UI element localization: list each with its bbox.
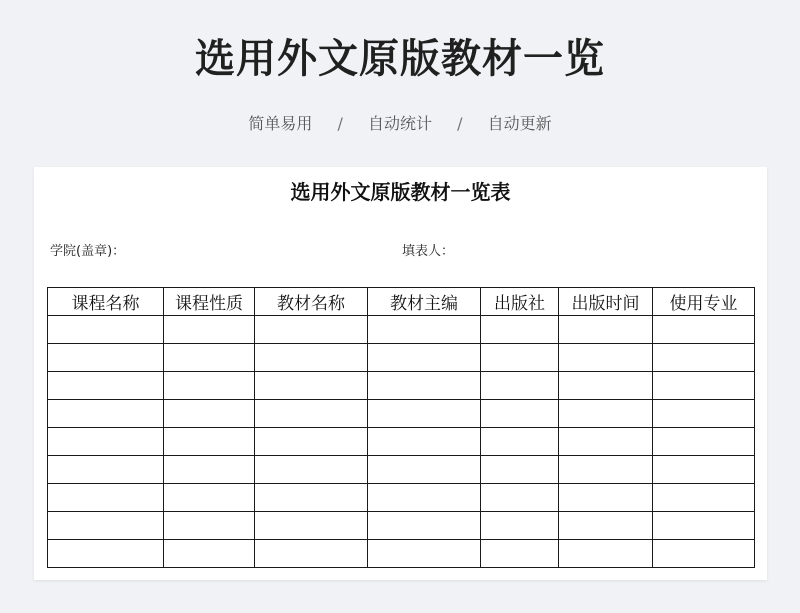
table-cell[interactable] (255, 344, 368, 372)
table-cell[interactable] (559, 428, 653, 456)
table-cell[interactable] (653, 372, 755, 400)
table-cell[interactable] (368, 456, 481, 484)
table-cell[interactable] (653, 400, 755, 428)
table-cell[interactable] (559, 484, 653, 512)
table-cell[interactable] (255, 456, 368, 484)
table-cell[interactable] (48, 428, 164, 456)
table-cell[interactable] (164, 372, 255, 400)
table-row (48, 540, 755, 568)
table-row (48, 512, 755, 540)
table-cell[interactable] (653, 512, 755, 540)
college-stamp-label: 学院(盖章)： (50, 244, 126, 259)
tag-separator: / (457, 114, 463, 133)
table-cell[interactable] (255, 512, 368, 540)
table-cell[interactable] (164, 316, 255, 344)
table-row (48, 428, 755, 456)
table-row (48, 344, 755, 372)
column-header-major: 使用专业 (653, 288, 755, 316)
table-cell[interactable] (559, 344, 653, 372)
column-header-chief-editor: 教材主编 (368, 288, 481, 316)
tag-separator: / (337, 114, 343, 133)
table-cell[interactable] (653, 456, 755, 484)
table-cell[interactable] (481, 344, 559, 372)
table-row (48, 372, 755, 400)
feature-tags (0, 113, 800, 135)
table-cell[interactable] (48, 512, 164, 540)
table-cell[interactable] (48, 344, 164, 372)
table-cell[interactable] (255, 428, 368, 456)
tag-easy-to-use: 简单易用 (248, 114, 313, 133)
column-header-course-name: 课程名称 (48, 288, 164, 316)
table-cell[interactable] (481, 400, 559, 428)
table-cell[interactable] (653, 484, 755, 512)
table-cell[interactable] (255, 400, 368, 428)
table-cell[interactable] (164, 540, 255, 568)
table-cell[interactable] (164, 512, 255, 540)
table-cell[interactable] (255, 372, 368, 400)
table-cell[interactable] (653, 540, 755, 568)
table-cell[interactable] (48, 400, 164, 428)
table-row (48, 456, 755, 484)
table-cell[interactable] (481, 428, 559, 456)
page-title: 选用外文原版教材一览 (195, 36, 605, 82)
table-cell[interactable] (653, 428, 755, 456)
table-cell[interactable] (368, 540, 481, 568)
table-cell[interactable] (164, 428, 255, 456)
table-cell[interactable] (164, 456, 255, 484)
table-cell[interactable] (164, 400, 255, 428)
table-cell[interactable] (368, 316, 481, 344)
table-cell[interactable] (255, 316, 368, 344)
table-cell[interactable] (559, 316, 653, 344)
table-cell[interactable] (48, 484, 164, 512)
table-cell[interactable] (164, 344, 255, 372)
table-cell[interactable] (559, 540, 653, 568)
table-cell[interactable] (559, 456, 653, 484)
tag-auto-update: 自动更新 (487, 114, 552, 133)
table-cell[interactable] (255, 484, 368, 512)
table-header-row (48, 288, 755, 316)
table-cell[interactable] (48, 316, 164, 344)
document-title: 选用外文原版教材一览表 (290, 180, 511, 204)
table-cell[interactable] (368, 428, 481, 456)
column-header-publisher: 出版社 (481, 288, 559, 316)
table-cell[interactable] (368, 484, 481, 512)
table-cell[interactable] (48, 372, 164, 400)
column-header-textbook-name: 教材名称 (255, 288, 368, 316)
column-header-course-type: 课程性质 (164, 288, 255, 316)
table-row (48, 484, 755, 512)
table-cell[interactable] (481, 316, 559, 344)
column-header-publish-date: 出版时间 (559, 288, 653, 316)
table-cell[interactable] (368, 400, 481, 428)
table-cell[interactable] (481, 484, 559, 512)
table-cell[interactable] (481, 456, 559, 484)
table-cell[interactable] (559, 372, 653, 400)
table-cell[interactable] (481, 540, 559, 568)
table-cell[interactable] (481, 512, 559, 540)
table-cell[interactable] (559, 400, 653, 428)
table-cell[interactable] (368, 372, 481, 400)
table-row (48, 316, 755, 344)
table-body (48, 316, 755, 568)
table-cell[interactable] (559, 512, 653, 540)
table-cell[interactable] (368, 512, 481, 540)
table-cell[interactable] (255, 540, 368, 568)
table-row (48, 400, 755, 428)
table-cell[interactable] (481, 372, 559, 400)
filler-label: 填表人： (402, 244, 455, 259)
table-cell[interactable] (368, 344, 481, 372)
table-cell[interactable] (164, 484, 255, 512)
table-cell[interactable] (48, 456, 164, 484)
table-cell[interactable] (653, 316, 755, 344)
tag-auto-stats: 自动统计 (367, 114, 432, 133)
document-sheet (34, 167, 767, 580)
table-cell[interactable] (48, 540, 164, 568)
table-cell[interactable] (653, 344, 755, 372)
textbook-table (47, 287, 755, 568)
